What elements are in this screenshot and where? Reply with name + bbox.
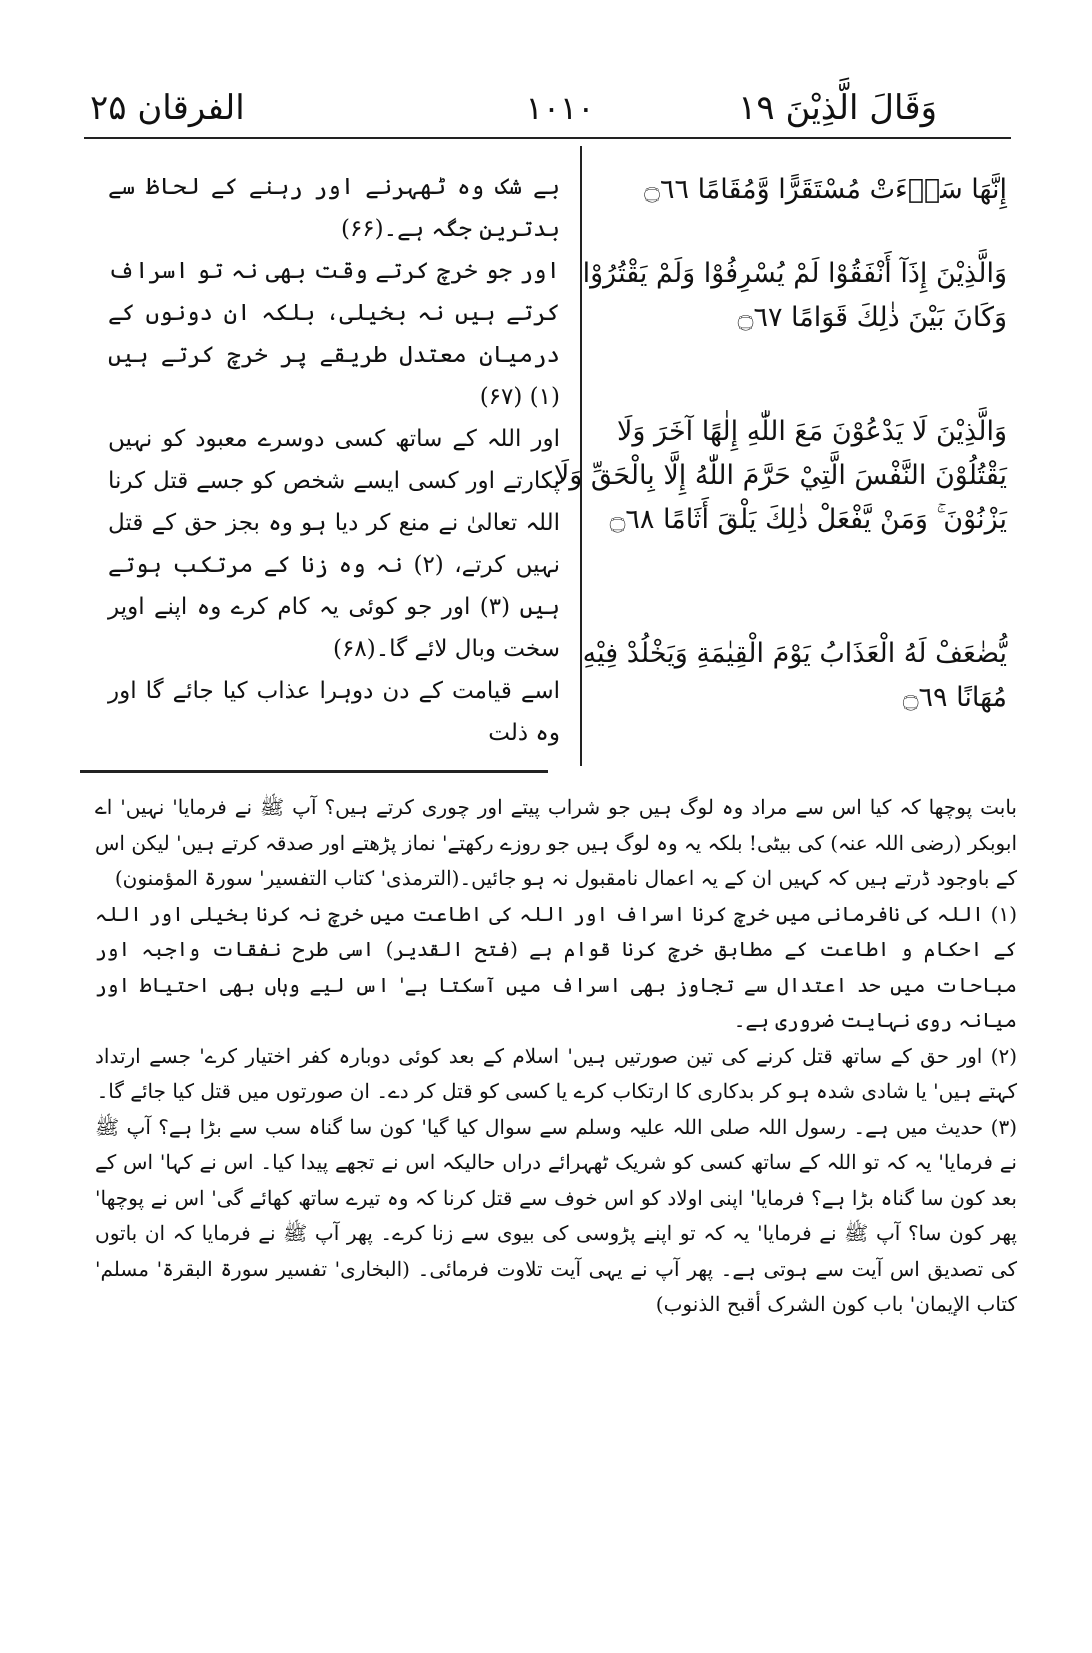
page-number: ۱۰۱۰ — [525, 89, 595, 127]
footnote-1: (۱) اللہ کی نافرمانی میں خرچ کرنا اسراف اور اللہ کی اطاعت میں خرچ نہ کرنا بخیلی اور اللہ کے احکام و اطاعت کے مطابق خرچ کرنا قوام ہے (فتح القدیر) اسی طرح نفقات واجبہ اور مباحات میں حد اعتدال سے تجاوز بھی اسراف میں آسکتا ہے' اس لیے وہاں بھی احتیاط اور میانہ روی نہایت ضروری ہے۔ — [95, 901, 1017, 1032]
translation-column — [108, 166, 560, 754]
footnote-separator — [80, 770, 548, 773]
translation-verse-68: اور اللہ کے ساتھ کسی دوسرے معبود کو نہیں پکارتے اور کسی ایسے شخص کو جسے قتل کرنا اللہ تعالیٰ نے منع کر دیا ہو وہ بجز حق کے قتل نہیں کرتے، (۲) نہ وہ زنا کے مرتکب ہوتے ہیں (۳) اور جو کوئی یہ کام کرے وہ اپنے اوپر سخت وبال لائے گا۔(۶۸) — [108, 426, 561, 662]
footnote-3: (۳) حدیث میں ہے۔ رسول اللہ صلی اللہ علیہ وسلم سے سوال کیا گیا' کون سا گناہ سب سے بڑا ہے؟ آپ ﷺ نے فرمایا' یہ کہ تو اللہ کے ساتھ کسی کو شریک ٹھہرائے دراں حالیکہ اس نے تجھے پیدا کیا۔ اس نے کہا' اس کے بعد کون سا گناہ بڑا ہے؟ فرمایا' اپنی اولاد کو اس خوف سے قتل کرنا کہ وہ تیرے ساتھ کھائے گی' اس نے پوچھا' پھر کون سا؟ آپ ﷺ نے فرمایا' یہ کہ تو اپنے پڑوسی کی بیوی سے زنا کرے۔ پھر آپ ﷺ نے فرمایا کہ ان باتوں کی تصدیق اس آیت سے ہوتی ہے۔ پھر آپ نے یہی آیت تلاوت فرمائی۔ (البخاری' تفسیر سورۃ البقرۃ' مسلم' کتاب الإیمان' باب کون الشرک أقبح الذنوب) — [95, 1114, 1017, 1316]
footnote-continuation: بابت پوچھا کہ کیا اس سے مراد وہ لوگ ہیں جو شراب پیتے اور چوری کرتے ہیں؟ آپ ﷺ نے فرمایا' نہیں' اے ابوبکر (رضی اللہ عنہ) کی بیٹی! بلکہ یہ وہ لوگ ہیں جو روزے رکھتے' نماز پڑھتے اور صدقہ کرتے ہیں' لیکن اس کے باوجود ڈرتے ہیں کہ کہیں ان کے یہ اعمال نامقبول نہ ہو جائیں۔(الترمذی' کتاب التفسیر' سورۃ المؤمنون) — [95, 795, 1017, 890]
juz-name: وَقَالَ الَّذِيْنَ ۱۹ — [738, 88, 937, 128]
translation-verse-66: بے شک وہ ٹھہرنے اور رہنے کے لحاظ سے بدترین جگہ ہے۔(۶۶) — [108, 174, 560, 242]
arabic-verse-66: إِنَّهَا سَاۗءَتْ مُسْتَقَرًّا وَّمُقَامًا ۝٦٦ — [644, 174, 1007, 205]
arabic-verse-68: وَالَّذِيْنَ لَا يَدْعُوْنَ مَعَ اللّٰهِ إِلٰهًا آخَرَ وَلَا يَقْتُلُوْنَ النَّفْسَ الَّتِيْ حَرَّمَ اللّٰهُ إِلَّا بِالْحَقِّ وَلَا يَزْنُوْنَ ۚ وَمَنْ يَّفْعَلْ ذٰلِكَ يَلْقَ أَثَامًا ۝٦٨ — [553, 416, 1007, 535]
arabic-verse-67: وَالَّذِيْنَ إِذَآ أَنْفَقُوْا لَمْ يُسْرِفُوْا وَلَمْ يَقْتُرُوْا وَكَانَ بَيْنَ ذٰلِكَ قَوَامًا ۝٦٧ — [582, 258, 1007, 333]
footnotes — [95, 790, 1017, 1323]
translation-verse-69: اسے قیامت کے دن دوہرا عذاب کیا جائے گا اور وہ ذلت — [108, 678, 560, 746]
footnote-2: (۲) اور حق کے ساتھ قتل کرنے کی تین صورتیں ہیں' اسلام کے بعد کوئی دوبارہ کفر اختیار کرے' جسے ارتداد کہتے ہیں' یا شادی شدہ ہو کر بدکاری کا ارتکاب کرے یا کسی کو قتل کر دے۔ ان صورتوں میں قتل کیا جائے گا۔ — [95, 1043, 1017, 1103]
translation-verse-67: اور جو خرچ کرتے وقت بھی نہ تو اسراف کرتے ہیں نہ بخیلی، بلکہ ان دونوں کے درمیان معتدل طریقے پر خرچ کرتے ہیں (۱) (۶۷) — [108, 258, 560, 410]
header-rule — [84, 137, 1011, 139]
arabic-verse-69: يُّضٰعَفْ لَهُ الْعَذَابُ يَوْمَ الْقِيٰمَةِ وَيَخْلُدْ فِيْهِ مُهَانًا ۝٦٩ — [582, 638, 1007, 713]
surah-name: الفرقان ۲۵ — [90, 88, 245, 128]
